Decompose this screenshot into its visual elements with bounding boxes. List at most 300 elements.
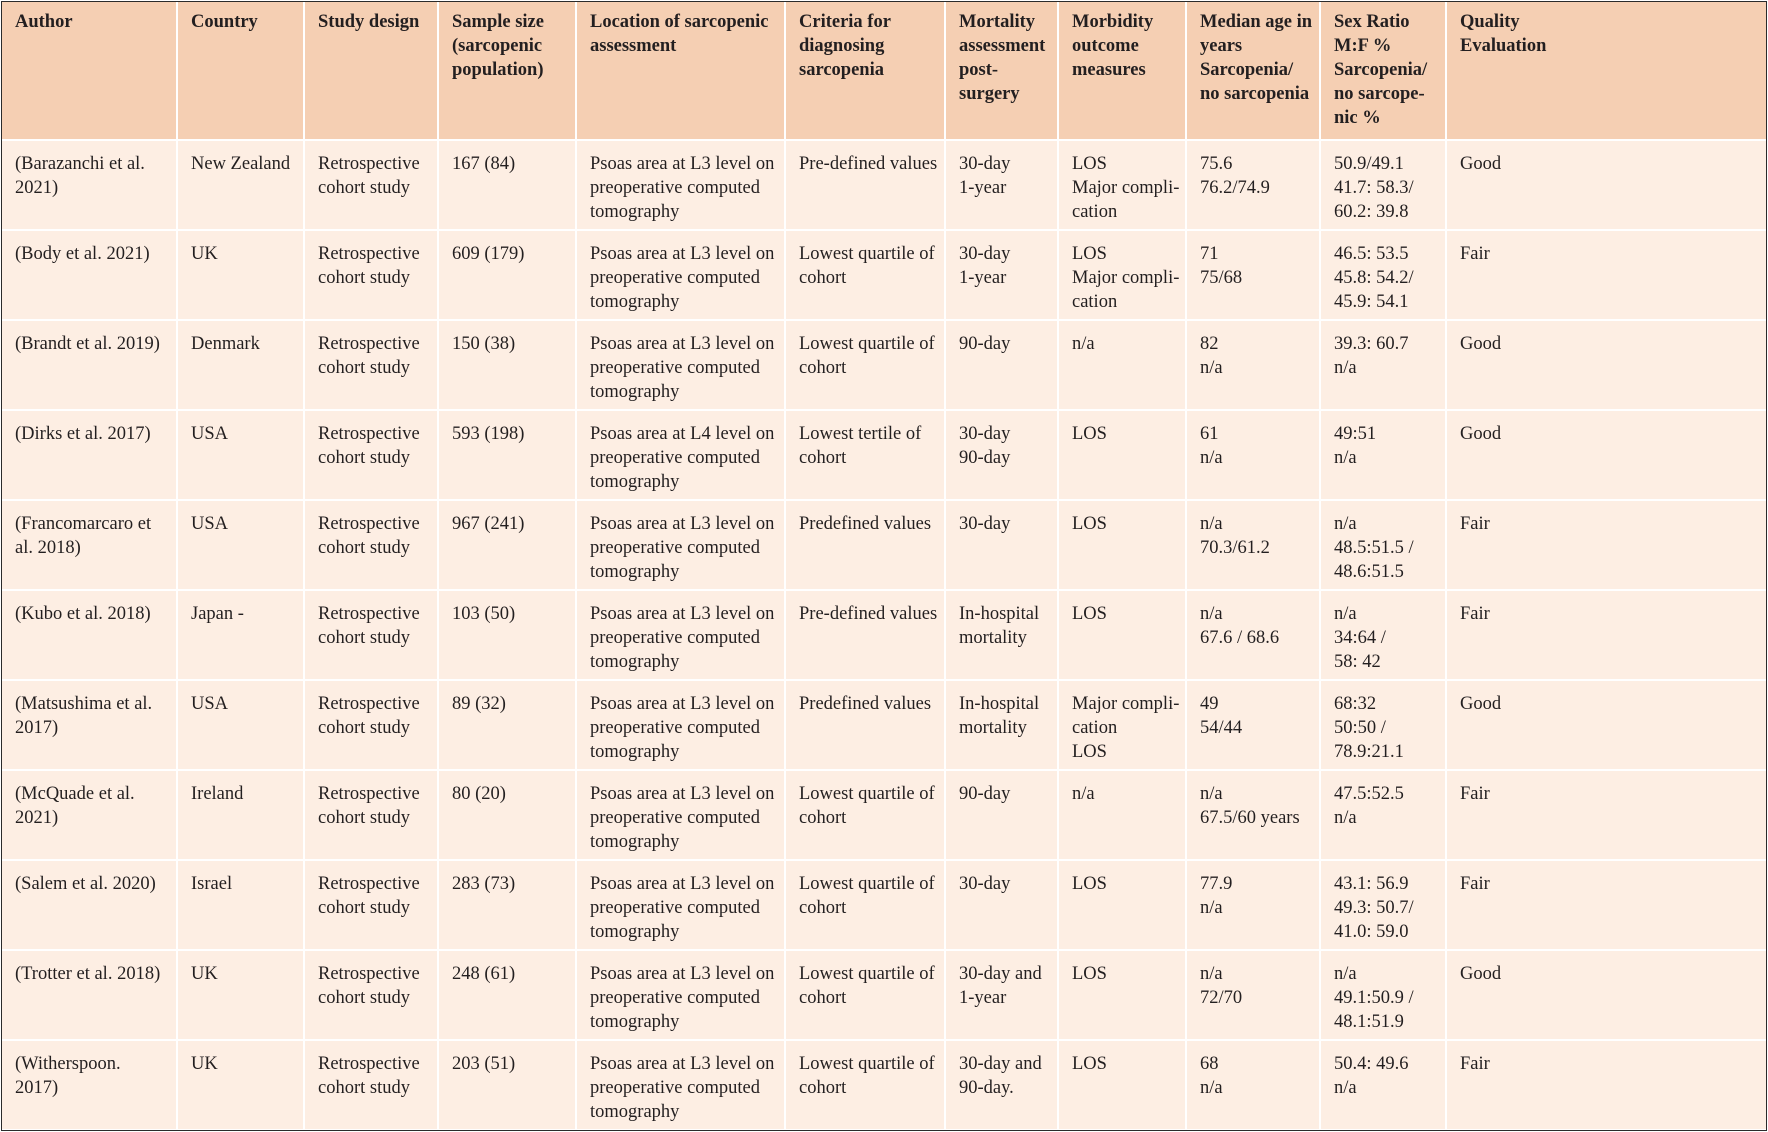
cell-text-line: Psoas area at L3 level on <box>590 154 775 174</box>
cell-text-line: cohort study <box>318 358 410 378</box>
header-text-line: population) <box>452 60 544 80</box>
cell-sample-size <box>438 590 576 680</box>
cell-mortality <box>945 860 1058 950</box>
cell-text-line: 2021) <box>15 178 59 198</box>
cell-text-line: 103 (50) <box>452 604 516 624</box>
cell-country <box>177 410 304 500</box>
cell-text-line: 150 (38) <box>452 334 516 354</box>
cell-text-line: 30-day and <box>959 964 1042 984</box>
cell-text-line: 80 (20) <box>452 784 506 804</box>
cell-text-line: tomography <box>590 1102 680 1122</box>
cell-sex-ratio <box>1320 590 1446 680</box>
cell-country <box>177 860 304 950</box>
cell-text-line: 2017) <box>15 1078 59 1098</box>
cell-text-line: n/a <box>1200 784 1223 804</box>
cell-text-line: Retrospective <box>318 604 420 624</box>
header-text-line: (sarcopenic <box>452 36 543 56</box>
cell-median-age <box>1186 140 1320 230</box>
header-text-line: Quality <box>1460 12 1520 32</box>
cell-text-line: tomography <box>590 562 680 582</box>
cell-text-line: 609 (179) <box>452 244 525 264</box>
cell-text-line: 167 (84) <box>452 154 516 174</box>
cell-sex-ratio <box>1320 500 1446 590</box>
cell-text-line: 90-day. <box>959 1078 1014 1098</box>
cell-text-line: (Matsushima et al. <box>15 694 153 714</box>
cell-text-line: tomography <box>590 1012 680 1032</box>
cell-study-design <box>304 680 438 770</box>
cell-text-line: cohort <box>799 268 847 288</box>
cell-location <box>576 770 785 860</box>
cell-text-line: USA <box>191 514 229 534</box>
cell-text-line: preoperative computed <box>590 1078 761 1098</box>
header-text-line: Study design <box>318 12 420 32</box>
cell-text-line: 34:64 / <box>1334 628 1386 648</box>
cell-median-age <box>1186 770 1320 860</box>
cell-text-line: Good <box>1460 154 1502 174</box>
header-text-line: assessment <box>590 36 677 56</box>
cell-text-line: 60.2: 39.8 <box>1334 202 1409 222</box>
cell-text-line: Psoas area at L3 level on <box>590 514 775 534</box>
cell-morbidity <box>1058 410 1186 500</box>
header-text-line: Mortality <box>959 12 1036 32</box>
cell-text-line: 2017) <box>15 718 59 738</box>
cell-mortality <box>945 140 1058 230</box>
cell-text-line: In-hospital <box>959 604 1040 624</box>
cell-text-line: Predefined values <box>799 514 932 534</box>
cell-text-line: 49.3: 50.7/ <box>1334 898 1414 918</box>
cell-text-line: n/a <box>1200 358 1223 378</box>
cell-text-line: Pre-defined values <box>799 154 938 174</box>
cell-country <box>177 770 304 860</box>
cell-text-line: n/a <box>1334 604 1357 624</box>
cell-text-line: preoperative computed <box>590 628 761 648</box>
cell-text-line: 68:32 <box>1334 694 1377 714</box>
cell-text-line: 47.5:52.5 <box>1334 784 1404 804</box>
cell-text-line: preoperative computed <box>590 448 761 468</box>
cell-text-line: LOS <box>1072 1054 1107 1074</box>
cell-text-line: New Zealand <box>191 154 291 174</box>
cell-text-line: Psoas area at L3 level on <box>590 244 775 264</box>
cell-text-line: Retrospective <box>318 514 420 534</box>
cell-text-line: 49 <box>1200 694 1219 714</box>
table-row <box>2 500 1766 590</box>
cell-text-line: cohort study <box>318 178 410 198</box>
cell-text-line: Retrospective <box>318 964 420 984</box>
header-text-line: Sample size <box>452 12 544 32</box>
cell-quality <box>1446 590 1766 680</box>
cell-text-line: Fair <box>1460 784 1490 804</box>
column-header-sample-size <box>438 2 576 140</box>
cell-text-line: cohort <box>799 808 847 828</box>
cell-mortality <box>945 770 1058 860</box>
cell-sex-ratio <box>1320 410 1446 500</box>
cell-text-line: 71 <box>1200 244 1219 264</box>
cell-text-line: LOS <box>1072 424 1107 444</box>
cell-text-line: Fair <box>1460 514 1490 534</box>
cell-text-line: 90-day <box>959 448 1011 468</box>
table-row <box>2 140 1766 230</box>
cell-text-line: cohort study <box>318 628 410 648</box>
cell-study-design <box>304 230 438 320</box>
cell-text-line: 50.9/49.1 <box>1334 154 1404 174</box>
cell-text-line: Good <box>1460 334 1502 354</box>
cell-country <box>177 590 304 680</box>
cell-text-line: (Trotter et al. 2018) <box>15 964 161 984</box>
cell-text-line: Psoas area at L3 level on <box>590 1054 775 1074</box>
cell-median-age <box>1186 590 1320 680</box>
cell-text-line: Fair <box>1460 874 1490 894</box>
cell-location <box>576 230 785 320</box>
header-text-line: surgery <box>959 84 1020 104</box>
header-text-line: Morbidity <box>1072 12 1154 32</box>
cell-country <box>177 140 304 230</box>
cell-text-line: (Francomarcaro et <box>15 514 152 534</box>
cell-text-line: USA <box>191 424 229 444</box>
cell-criteria <box>785 950 945 1040</box>
cell-quality <box>1446 140 1766 230</box>
cell-country <box>177 680 304 770</box>
cell-quality <box>1446 770 1766 860</box>
cell-text-line: 30-day <box>959 874 1011 894</box>
cell-text-line: In-hospital <box>959 694 1040 714</box>
cell-median-age <box>1186 230 1320 320</box>
cell-text-line: Psoas area at L3 level on <box>590 874 775 894</box>
cell-text-line: 77.9 <box>1200 874 1233 894</box>
cell-morbidity <box>1058 950 1186 1040</box>
cell-quality <box>1446 1040 1766 1130</box>
cell-text-line: Denmark <box>191 334 260 354</box>
cell-text-line: Psoas area at L3 level on <box>590 964 775 984</box>
cell-text-line: 30-day <box>959 514 1011 534</box>
cell-sample-size <box>438 320 576 410</box>
cell-text-line: 967 (241) <box>452 514 525 534</box>
table-row <box>2 770 1766 860</box>
cell-text-line: tomography <box>590 202 680 222</box>
cell-text-line: (Dirks et al. 2017) <box>15 424 151 444</box>
cell-morbidity <box>1058 860 1186 950</box>
cell-text-line: 75/68 <box>1200 268 1243 288</box>
cell-text-line: 43.1: 56.9 <box>1334 874 1409 894</box>
cell-study-design <box>304 950 438 1040</box>
column-header-mortality <box>945 2 1058 140</box>
cell-text-line: 90-day <box>959 784 1011 804</box>
cell-country <box>177 950 304 1040</box>
cell-text-line: cohort <box>799 988 847 1008</box>
cell-text-line: al. 2018) <box>15 538 81 558</box>
cell-text-line: Retrospective <box>318 244 420 264</box>
cell-author <box>2 320 177 410</box>
cell-morbidity <box>1058 1040 1186 1130</box>
cell-criteria <box>785 770 945 860</box>
cell-text-line: Predefined values <box>799 694 932 714</box>
cell-text-line: preoperative computed <box>590 268 761 288</box>
cell-morbidity <box>1058 770 1186 860</box>
table-row <box>2 590 1766 680</box>
cell-text-line: n/a <box>1334 808 1357 828</box>
cell-text-line: 41.7: 58.3/ <box>1334 178 1414 198</box>
header-text-line: no sarcope- <box>1334 84 1425 104</box>
cell-text-line: Good <box>1460 424 1502 444</box>
cell-text-line: (Salem et al. 2020) <box>15 874 156 894</box>
cell-mortality <box>945 590 1058 680</box>
cell-text-line: preoperative computed <box>590 988 761 1008</box>
cell-text-line: Japan - <box>191 604 244 624</box>
cell-mortality <box>945 410 1058 500</box>
cell-criteria <box>785 140 945 230</box>
cell-text-line: 75.6 <box>1200 154 1233 174</box>
cell-text-line: n/a <box>1200 514 1223 534</box>
cell-text-line: Psoas area at L3 level on <box>590 694 775 714</box>
cell-text-line: Israel <box>191 874 233 894</box>
cell-text-line: cohort study <box>318 988 410 1008</box>
table-row <box>2 1040 1766 1130</box>
cell-text-line: n/a <box>1200 448 1223 468</box>
cell-text-line: Fair <box>1460 604 1490 624</box>
cell-study-design <box>304 770 438 860</box>
cell-text-line: preoperative computed <box>590 358 761 378</box>
cell-text-line: Psoas area at L4 level on <box>590 424 775 444</box>
cell-quality <box>1446 410 1766 500</box>
cell-text-line: tomography <box>590 742 680 762</box>
cell-text-line: 48.6:51.5 <box>1334 562 1404 582</box>
cell-text-line: 68 <box>1200 1054 1219 1074</box>
cell-author <box>2 590 177 680</box>
cell-author <box>2 680 177 770</box>
cell-text-line: tomography <box>590 382 680 402</box>
cell-text-line: cohort study <box>318 448 410 468</box>
cell-study-design <box>304 410 438 500</box>
cell-text-line: (McQuade et al. <box>15 784 135 804</box>
cell-text-line: n/a <box>1200 898 1223 918</box>
header-text-line: no sarcopenia <box>1200 84 1310 104</box>
cell-sample-size <box>438 680 576 770</box>
table-header <box>2 2 1766 140</box>
cell-author <box>2 140 177 230</box>
table-row <box>2 860 1766 950</box>
cell-study-design <box>304 140 438 230</box>
cell-text-line: USA <box>191 694 229 714</box>
cell-median-age <box>1186 1040 1320 1130</box>
cell-sex-ratio <box>1320 320 1446 410</box>
cell-text-line: 2021) <box>15 808 59 828</box>
cell-text-line: Psoas area at L3 level on <box>590 784 775 804</box>
header-text-line: Author <box>15 12 73 32</box>
cell-text-line: preoperative computed <box>590 718 761 738</box>
cell-country <box>177 230 304 320</box>
cell-sample-size <box>438 500 576 590</box>
header-text-line: measures <box>1072 60 1146 80</box>
cell-text-line: 248 (61) <box>452 964 516 984</box>
header-text-line: Sarcopenia/ <box>1200 60 1294 80</box>
cell-text-line: 30-day <box>959 154 1011 174</box>
cell-location <box>576 320 785 410</box>
cell-text-line: preoperative computed <box>590 178 761 198</box>
cell-text-line: Retrospective <box>318 874 420 894</box>
cell-text-line: Fair <box>1460 1054 1490 1074</box>
cell-text-line: Lowest quartile of <box>799 334 935 354</box>
cell-text-line: Major compli- <box>1072 268 1180 288</box>
cell-text-line: (Body et al. 2021) <box>15 244 150 264</box>
cell-quality <box>1446 320 1766 410</box>
cell-text-line: Major compli- <box>1072 178 1180 198</box>
cell-study-design <box>304 500 438 590</box>
cell-text-line: 1-year <box>959 268 1007 288</box>
cell-text-line: cation <box>1072 292 1118 312</box>
cell-text-line: 67.6 / 68.6 <box>1200 628 1280 648</box>
header-text-line: sarcopenia <box>799 60 884 80</box>
cell-text-line: Retrospective <box>318 334 420 354</box>
cell-morbidity <box>1058 140 1186 230</box>
cell-morbidity <box>1058 500 1186 590</box>
cell-text-line: 67.5/60 years <box>1200 808 1300 828</box>
cell-sex-ratio <box>1320 680 1446 770</box>
cell-text-line: 48.5:51.5 / <box>1334 538 1414 558</box>
header-text-line: Criteria for <box>799 12 891 32</box>
cell-text-line: n/a <box>1200 604 1223 624</box>
table-row <box>2 680 1766 770</box>
cell-author <box>2 1040 177 1130</box>
cell-text-line: 82 <box>1200 334 1219 354</box>
cell-text-line: Lowest quartile of <box>799 964 935 984</box>
cell-mortality <box>945 500 1058 590</box>
cell-location <box>576 1040 785 1130</box>
cell-text-line: (Witherspoon. <box>15 1054 121 1074</box>
cell-morbidity <box>1058 590 1186 680</box>
cell-median-age <box>1186 950 1320 1040</box>
cell-text-line: Retrospective <box>318 784 420 804</box>
table-row <box>2 230 1766 320</box>
cell-criteria <box>785 1040 945 1130</box>
cell-text-line: Retrospective <box>318 694 420 714</box>
cell-sex-ratio <box>1320 770 1446 860</box>
cell-text-line: n/a <box>1072 784 1095 804</box>
header-text-line: Country <box>191 12 258 32</box>
cell-text-line: 48.1:51.9 <box>1334 1012 1404 1032</box>
cell-criteria <box>785 320 945 410</box>
cell-text-line: LOS <box>1072 154 1107 174</box>
cell-text-line: 46.5: 53.5 <box>1334 244 1409 264</box>
cell-median-age <box>1186 860 1320 950</box>
header-text-line: Sarcopenia/ <box>1334 60 1428 80</box>
cell-text-line: n/a <box>1334 964 1357 984</box>
cell-sex-ratio <box>1320 230 1446 320</box>
cell-text-line: Lowest quartile of <box>799 874 935 894</box>
header-text-line: Location of sarcopenic <box>590 12 769 32</box>
cell-sample-size <box>438 860 576 950</box>
cell-text-line: 50:50 / <box>1334 718 1386 738</box>
study-table-container <box>1 1 1767 1131</box>
cell-text-line: Pre-defined values <box>799 604 938 624</box>
cell-text-line: UK <box>191 244 218 264</box>
cell-text-line: 89 (32) <box>452 694 506 714</box>
cell-text-line: LOS <box>1072 604 1107 624</box>
cell-study-design <box>304 860 438 950</box>
table-row <box>2 410 1766 500</box>
cell-quality <box>1446 860 1766 950</box>
cell-text-line: Lowest quartile of <box>799 784 935 804</box>
column-header-median-age <box>1186 2 1320 140</box>
cell-location <box>576 410 785 500</box>
cell-text-line: 30-day <box>959 424 1011 444</box>
cell-criteria <box>785 590 945 680</box>
cell-study-design <box>304 1040 438 1130</box>
cell-location <box>576 590 785 680</box>
header-text-line: nic % <box>1334 108 1381 128</box>
cell-location <box>576 860 785 950</box>
cell-text-line: Lowest tertile of <box>799 424 922 444</box>
cell-text-line: 41.0: 59.0 <box>1334 922 1409 942</box>
cell-median-age <box>1186 320 1320 410</box>
cell-text-line: preoperative computed <box>590 898 761 918</box>
cell-mortality <box>945 680 1058 770</box>
cell-text-line: (Brandt et al. 2019) <box>15 334 160 354</box>
column-header-author <box>2 2 177 140</box>
cell-mortality <box>945 320 1058 410</box>
cell-text-line: 90-day <box>959 334 1011 354</box>
cell-sex-ratio <box>1320 1040 1446 1130</box>
column-header-sex-ratio <box>1320 2 1446 140</box>
cell-text-line: 61 <box>1200 424 1219 444</box>
cell-text-line: 30-day and <box>959 1054 1042 1074</box>
column-header-country <box>177 2 304 140</box>
cell-text-line: tomography <box>590 832 680 852</box>
cell-text-line: Major compli- <box>1072 694 1180 714</box>
cell-text-line: LOS <box>1072 514 1107 534</box>
cell-text-line: Psoas area at L3 level on <box>590 604 775 624</box>
cell-text-line: cohort <box>799 898 847 918</box>
cell-mortality <box>945 1040 1058 1130</box>
cell-text-line: n/a <box>1334 514 1357 534</box>
study-characteristics-table <box>2 2 1766 1131</box>
cell-text-line: n/a <box>1334 448 1357 468</box>
header-text-line: post- <box>959 60 999 80</box>
cell-text-line: cohort study <box>318 808 410 828</box>
table-row <box>2 950 1766 1040</box>
cell-text-line: 49:51 <box>1334 424 1377 444</box>
cell-median-age <box>1186 680 1320 770</box>
cell-text-line: Lowest quartile of <box>799 1054 935 1074</box>
cell-author <box>2 410 177 500</box>
cell-text-line: n/a <box>1334 358 1357 378</box>
cell-text-line: Ireland <box>191 784 244 804</box>
cell-text-line: 1-year <box>959 988 1007 1008</box>
cell-text-line: Retrospective <box>318 1054 420 1074</box>
cell-morbidity <box>1058 230 1186 320</box>
cell-text-line: 54/44 <box>1200 718 1243 738</box>
cell-text-line: cohort study <box>318 718 410 738</box>
cell-criteria <box>785 680 945 770</box>
cell-text-line: cohort <box>799 1078 847 1098</box>
cell-text-line: tomography <box>590 652 680 672</box>
header-row <box>2 2 1766 140</box>
cell-text-line: 30-day <box>959 244 1011 264</box>
cell-text-line: 1-year <box>959 178 1007 198</box>
cell-country <box>177 1040 304 1130</box>
cell-country <box>177 500 304 590</box>
cell-sample-size <box>438 140 576 230</box>
cell-author <box>2 770 177 860</box>
cell-author <box>2 950 177 1040</box>
cell-quality <box>1446 680 1766 770</box>
cell-sample-size <box>438 1040 576 1130</box>
cell-criteria <box>785 410 945 500</box>
header-text-line: Sex Ratio <box>1334 12 1410 32</box>
cell-text-line: LOS <box>1072 742 1107 762</box>
cell-text-line: UK <box>191 964 218 984</box>
cell-mortality <box>945 230 1058 320</box>
cell-mortality <box>945 950 1058 1040</box>
column-header-morbidity <box>1058 2 1186 140</box>
